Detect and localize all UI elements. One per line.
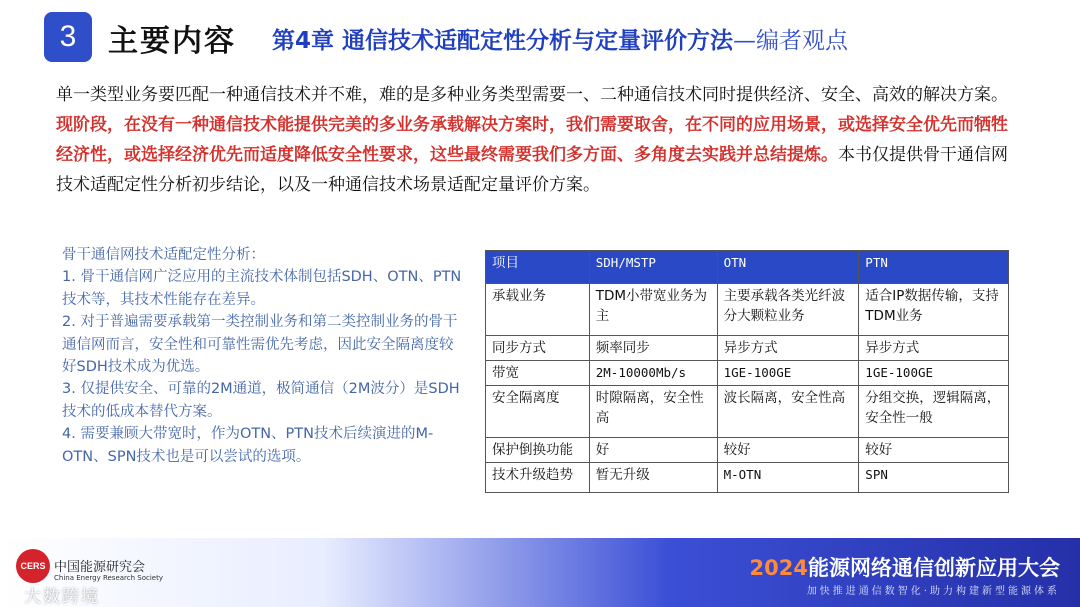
table-cell: 1GE-100GE	[859, 361, 1009, 386]
cers-logo-icon: CERS	[16, 549, 50, 583]
analysis-heading: 骨干通信网技术适配定性分析：	[62, 247, 265, 263]
header-cell-sdh: SDH/MSTP	[589, 251, 717, 284]
table-cell: 较好	[717, 438, 859, 463]
intro-paragraph	[56, 80, 1024, 200]
table-row	[486, 361, 1009, 386]
chapter-subtitle	[272, 22, 848, 55]
table-cell: 暂无升级	[589, 463, 717, 493]
conference-name: 能源网络通信创新应用大会	[808, 556, 1060, 580]
table-cell: 1GE-100GE	[717, 361, 859, 386]
intro-highlight: 现阶段，在没有一种通信技术能提供完美的多业务承载解决方案时，我们需要取舍，在不同的应用场景，或选择安全优先而牺牲经济性，或选择经济优先而适度降低安全性要求，这些最终需要我们多方面、多角度去实践并总结提炼。	[56, 115, 1008, 165]
section-number-badge: 3	[44, 12, 92, 62]
row-label: 保护倒换功能	[486, 438, 590, 463]
table-header-row	[486, 251, 1009, 284]
analysis-point: 2. 对于普遍需要承载第一类控制业务和第二类控制业务的骨干通信网而言，安全性和可靠性需优先考虑，因此安全隔离度较好SDH技术成为优选。	[62, 314, 458, 376]
table-cell: 波长隔离，安全性高	[717, 386, 859, 438]
chapter-subtitle-suffix: —编者观点	[733, 28, 849, 54]
intro-part3: 本书仅提供骨干通信网技术适配定性分析初步结论，以及一种通信技术场景适配定量评价方案。	[56, 145, 1008, 195]
table-row	[486, 386, 1009, 438]
row-label: 安全隔离度	[486, 386, 590, 438]
table-row	[486, 463, 1009, 493]
comparison-table	[485, 250, 1009, 493]
table-cell: 时隙隔离，安全性高	[589, 386, 717, 438]
table-row	[486, 284, 1009, 336]
table-cell: 2M-10000Mb/s	[589, 361, 717, 386]
header-cell-otn: OTN	[717, 251, 859, 284]
table-cell: 分组交换，逻辑隔离，安全性一般	[859, 386, 1009, 438]
chapter-subtitle-main: 第4章 通信技术适配定性分析与定量评价方法	[272, 28, 734, 54]
analysis-point: 1. 骨干通信网广泛应用的主流技术体制包括SDH、OTN、PTN技术等，其技术性能存在差异。	[62, 269, 462, 308]
row-label: 技术升级趋势	[486, 463, 590, 493]
conference-year: 2024	[749, 556, 808, 580]
analysis-point: 4. 需要兼顾大带宽时，作为OTN、PTN技术后续演进的M-OTN、SPN技术也是可以尝试的选项。	[62, 426, 434, 465]
qualitative-analysis	[62, 244, 462, 468]
table-cell: 好	[589, 438, 717, 463]
org-name: 中国能源研究会	[54, 560, 146, 575]
table-cell: 主要承载各类光纤波分大颗粒业务	[717, 284, 859, 336]
analysis-point: 3. 仅提供安全、可靠的2M通道，极简通信（2M波分）是SDH技术的低成本替代方案。	[62, 381, 460, 420]
table-cell: 频率同步	[589, 336, 717, 361]
table-cell: 异步方式	[717, 336, 859, 361]
header-cell-item: 项目	[486, 251, 590, 284]
header-cell-ptn: PTN	[859, 251, 1009, 284]
org-name-en: China Energy Research Society	[54, 574, 163, 582]
row-label: 同步方式	[486, 336, 590, 361]
table-cell: 较好	[859, 438, 1009, 463]
conference-title	[750, 552, 1060, 582]
table-cell: M-OTN	[717, 463, 859, 493]
table-row	[486, 336, 1009, 361]
section-title: 主要内容	[108, 24, 236, 59]
watermark: 大数跨境	[24, 587, 100, 607]
table-cell: 适合IP数据传输，支持TDM业务	[859, 284, 1009, 336]
table-cell: SPN	[859, 463, 1009, 493]
table-row	[486, 438, 1009, 463]
table-cell: 异步方式	[859, 336, 1009, 361]
intro-part1: 单一类型业务要匹配一种通信技术并不难，难的是多种业务类型需要一、二种通信技术同时提供经济、安全、高效的解决方案。	[56, 85, 1008, 105]
conference-slogan: 加快推进通信数智化·助力构建新型能源体系	[806, 586, 1060, 597]
row-label: 带宽	[486, 361, 590, 386]
table-cell: TDM小带宽业务为主	[589, 284, 717, 336]
row-label: 承载业务	[486, 284, 590, 336]
